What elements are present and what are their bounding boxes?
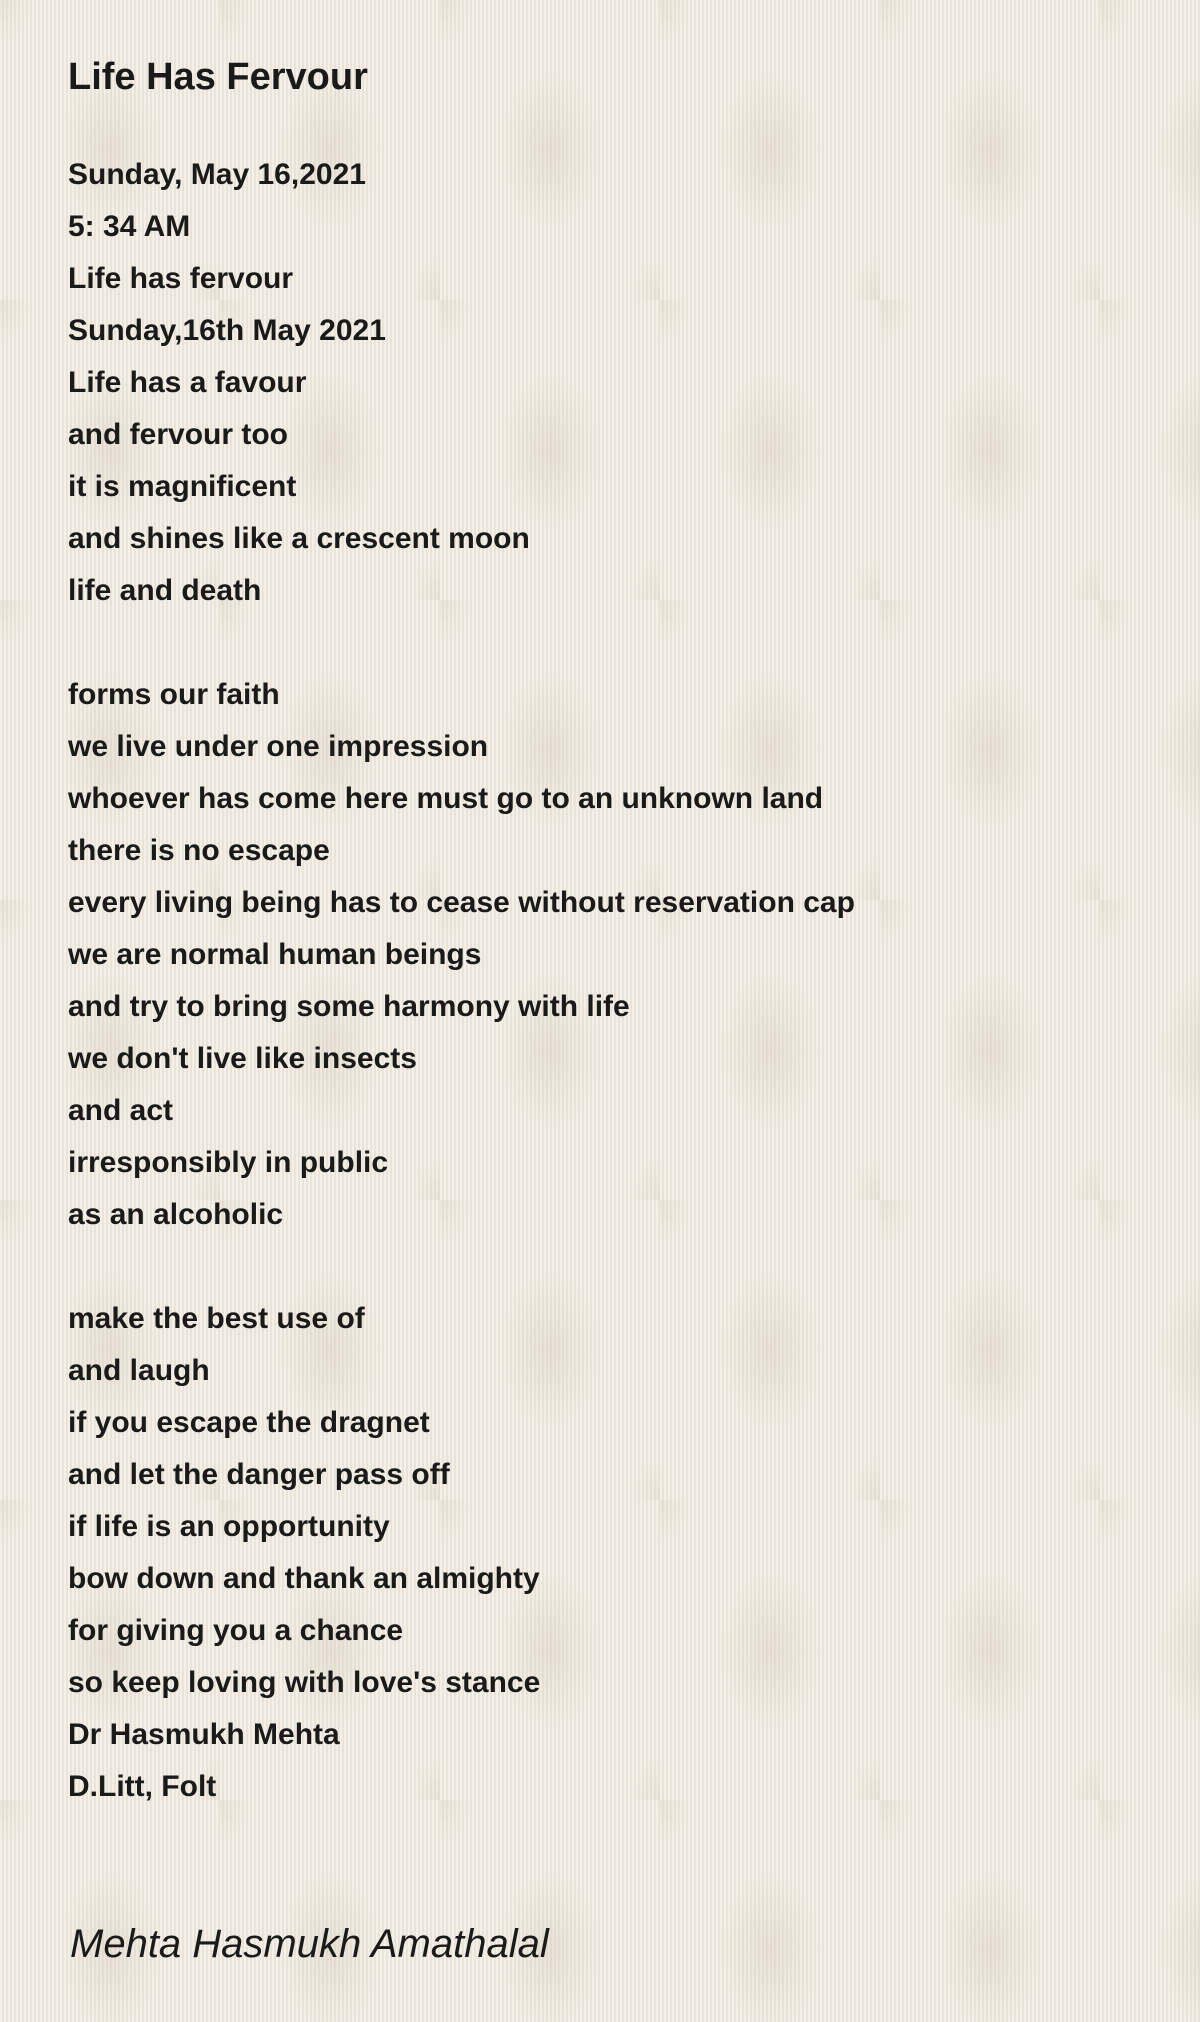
poem-line: and act: [68, 1094, 174, 1127]
stanza-3: [68, 1293, 1148, 1813]
poem-title: Life Has Fervour: [68, 56, 368, 98]
poem-line: Dr Hasmukh Mehta: [68, 1718, 340, 1751]
poem-line: we live under one impression: [68, 730, 489, 763]
poem-line: so keep loving with love's stance: [68, 1666, 541, 1699]
poem-line: Sunday, May 16,2021: [68, 158, 366, 191]
poem-line: 5: 34 AM: [68, 210, 191, 243]
poem-line: and shines like a crescent moon: [68, 522, 530, 555]
poem-line: it is magnificent: [68, 470, 297, 503]
poem-line: Life has fervour: [68, 262, 294, 295]
poem-line: there is no escape: [68, 834, 330, 867]
poem-line: life and death: [68, 574, 262, 607]
poem-line: make the best use of: [68, 1302, 365, 1335]
poem-line: and fervour too: [68, 418, 289, 451]
poem-line: as an alcoholic: [68, 1198, 284, 1231]
stanza-2: [68, 669, 1148, 1241]
poem-line: we don't live like insects: [68, 1042, 417, 1075]
poem-line: we are normal human beings: [68, 938, 482, 971]
poem-line: Sunday,16th May 2021: [68, 314, 386, 347]
poem-line: bow down and thank an almighty: [68, 1562, 540, 1595]
poem-line: and laugh: [68, 1354, 210, 1387]
poem-line: forms our faith: [68, 678, 280, 711]
poem-line: Life has a favour: [68, 366, 307, 399]
poem-line: if life is an opportunity: [68, 1510, 390, 1543]
stanza-1: [68, 149, 1148, 617]
poem-line: every living being has to cease without reservation cap: [68, 886, 855, 919]
poem-line: and try to bring some harmony with life: [68, 990, 630, 1023]
poem-author: Mehta Hasmukh Amathalal: [70, 1922, 549, 1966]
poem-line: irresponsibly in public: [68, 1146, 389, 1179]
poem-body: [68, 149, 1148, 1865]
poem-line: and let the danger pass off: [68, 1458, 450, 1491]
poem-line: for giving you a chance: [68, 1614, 404, 1647]
poem-line: if you escape the dragnet: [68, 1406, 430, 1439]
poem-line: whoever has come here must go to an unknown land: [68, 782, 824, 815]
poem-line: D.Litt, Folt: [68, 1770, 217, 1803]
